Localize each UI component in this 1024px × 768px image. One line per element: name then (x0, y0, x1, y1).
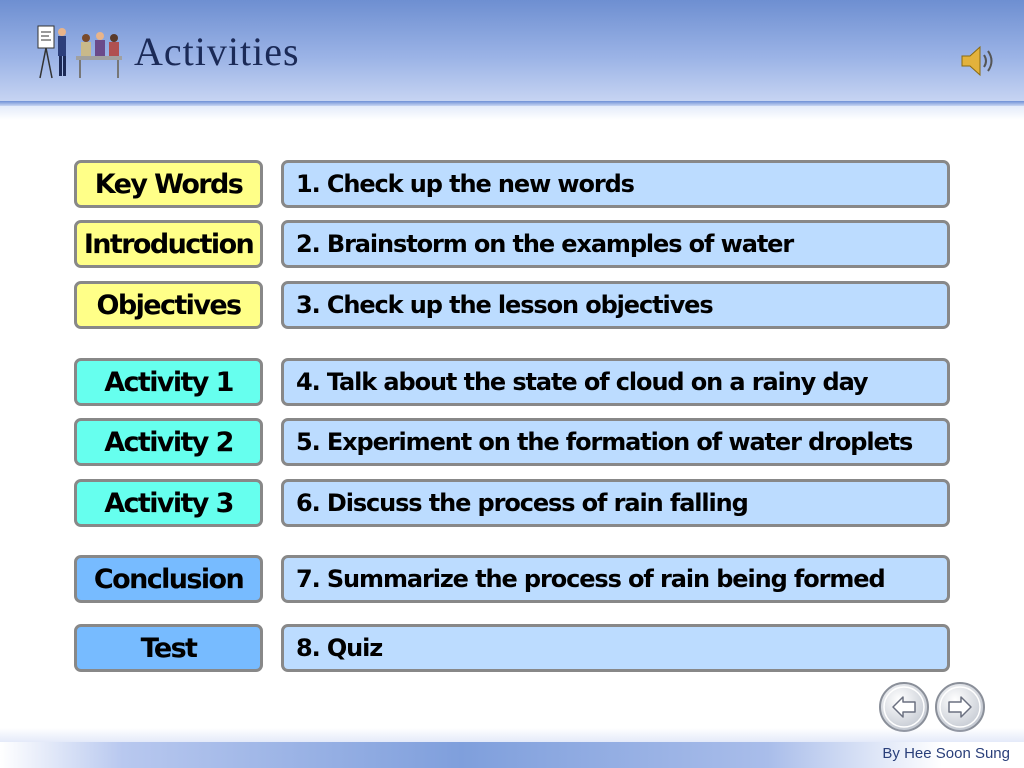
arrow-left-icon[interactable] (878, 681, 930, 733)
row-activity-1 (74, 358, 942, 406)
test-button[interactable]: Test (74, 624, 263, 672)
row-description-text: 1. Check up the new words (296, 170, 634, 198)
footer-shadow (0, 728, 1024, 742)
row-description-text: 5. Experiment on the formation of water droplets (296, 428, 913, 456)
header-shadow (0, 106, 1024, 120)
row-description (281, 160, 950, 208)
row-conclusion (74, 555, 942, 603)
conclusion-button[interactable]: Conclusion (74, 555, 263, 603)
row-description (281, 281, 950, 329)
row-introduction (74, 220, 942, 268)
row-activity-3 (74, 479, 942, 527)
row-description-text: 7. Summarize the process of rain being formed (296, 565, 885, 593)
row-test (74, 624, 942, 672)
objectives-button[interactable]: Objectives (74, 281, 263, 329)
row-description-text: 3. Check up the lesson objectives (296, 291, 713, 319)
row-description-text: 6. Discuss the process of rain falling (296, 489, 748, 517)
row-description (281, 418, 950, 466)
row-description (281, 555, 950, 603)
activity-3-button[interactable]: Activity 3 (74, 479, 263, 527)
row-description (281, 624, 950, 672)
arrow-right-icon[interactable] (934, 681, 986, 733)
speaker-icon[interactable] (960, 44, 998, 78)
author-credit: By Hee Soon Sung (882, 745, 1010, 762)
row-description-text: 4. Talk about the state of cloud on a rainy day (296, 368, 868, 396)
row-objectives (74, 281, 942, 329)
row-description (281, 358, 950, 406)
row-description (281, 479, 950, 527)
activity-2-button[interactable]: Activity 2 (74, 418, 263, 466)
introduction-button[interactable]: Introduction (74, 220, 263, 268)
row-description (281, 220, 950, 268)
page-title: Activities (134, 29, 300, 74)
activity-1-button[interactable]: Activity 1 (74, 358, 263, 406)
footer-bar (0, 742, 1024, 768)
row-description-text: 8. Quiz (296, 634, 383, 662)
row-activity-2 (74, 418, 942, 466)
row-description-text: 2. Brainstorm on the examples of water (296, 230, 794, 258)
presentation-meeting-icon (32, 22, 128, 84)
row-key-words (74, 160, 942, 208)
key-words-button[interactable]: Key Words (74, 160, 263, 208)
